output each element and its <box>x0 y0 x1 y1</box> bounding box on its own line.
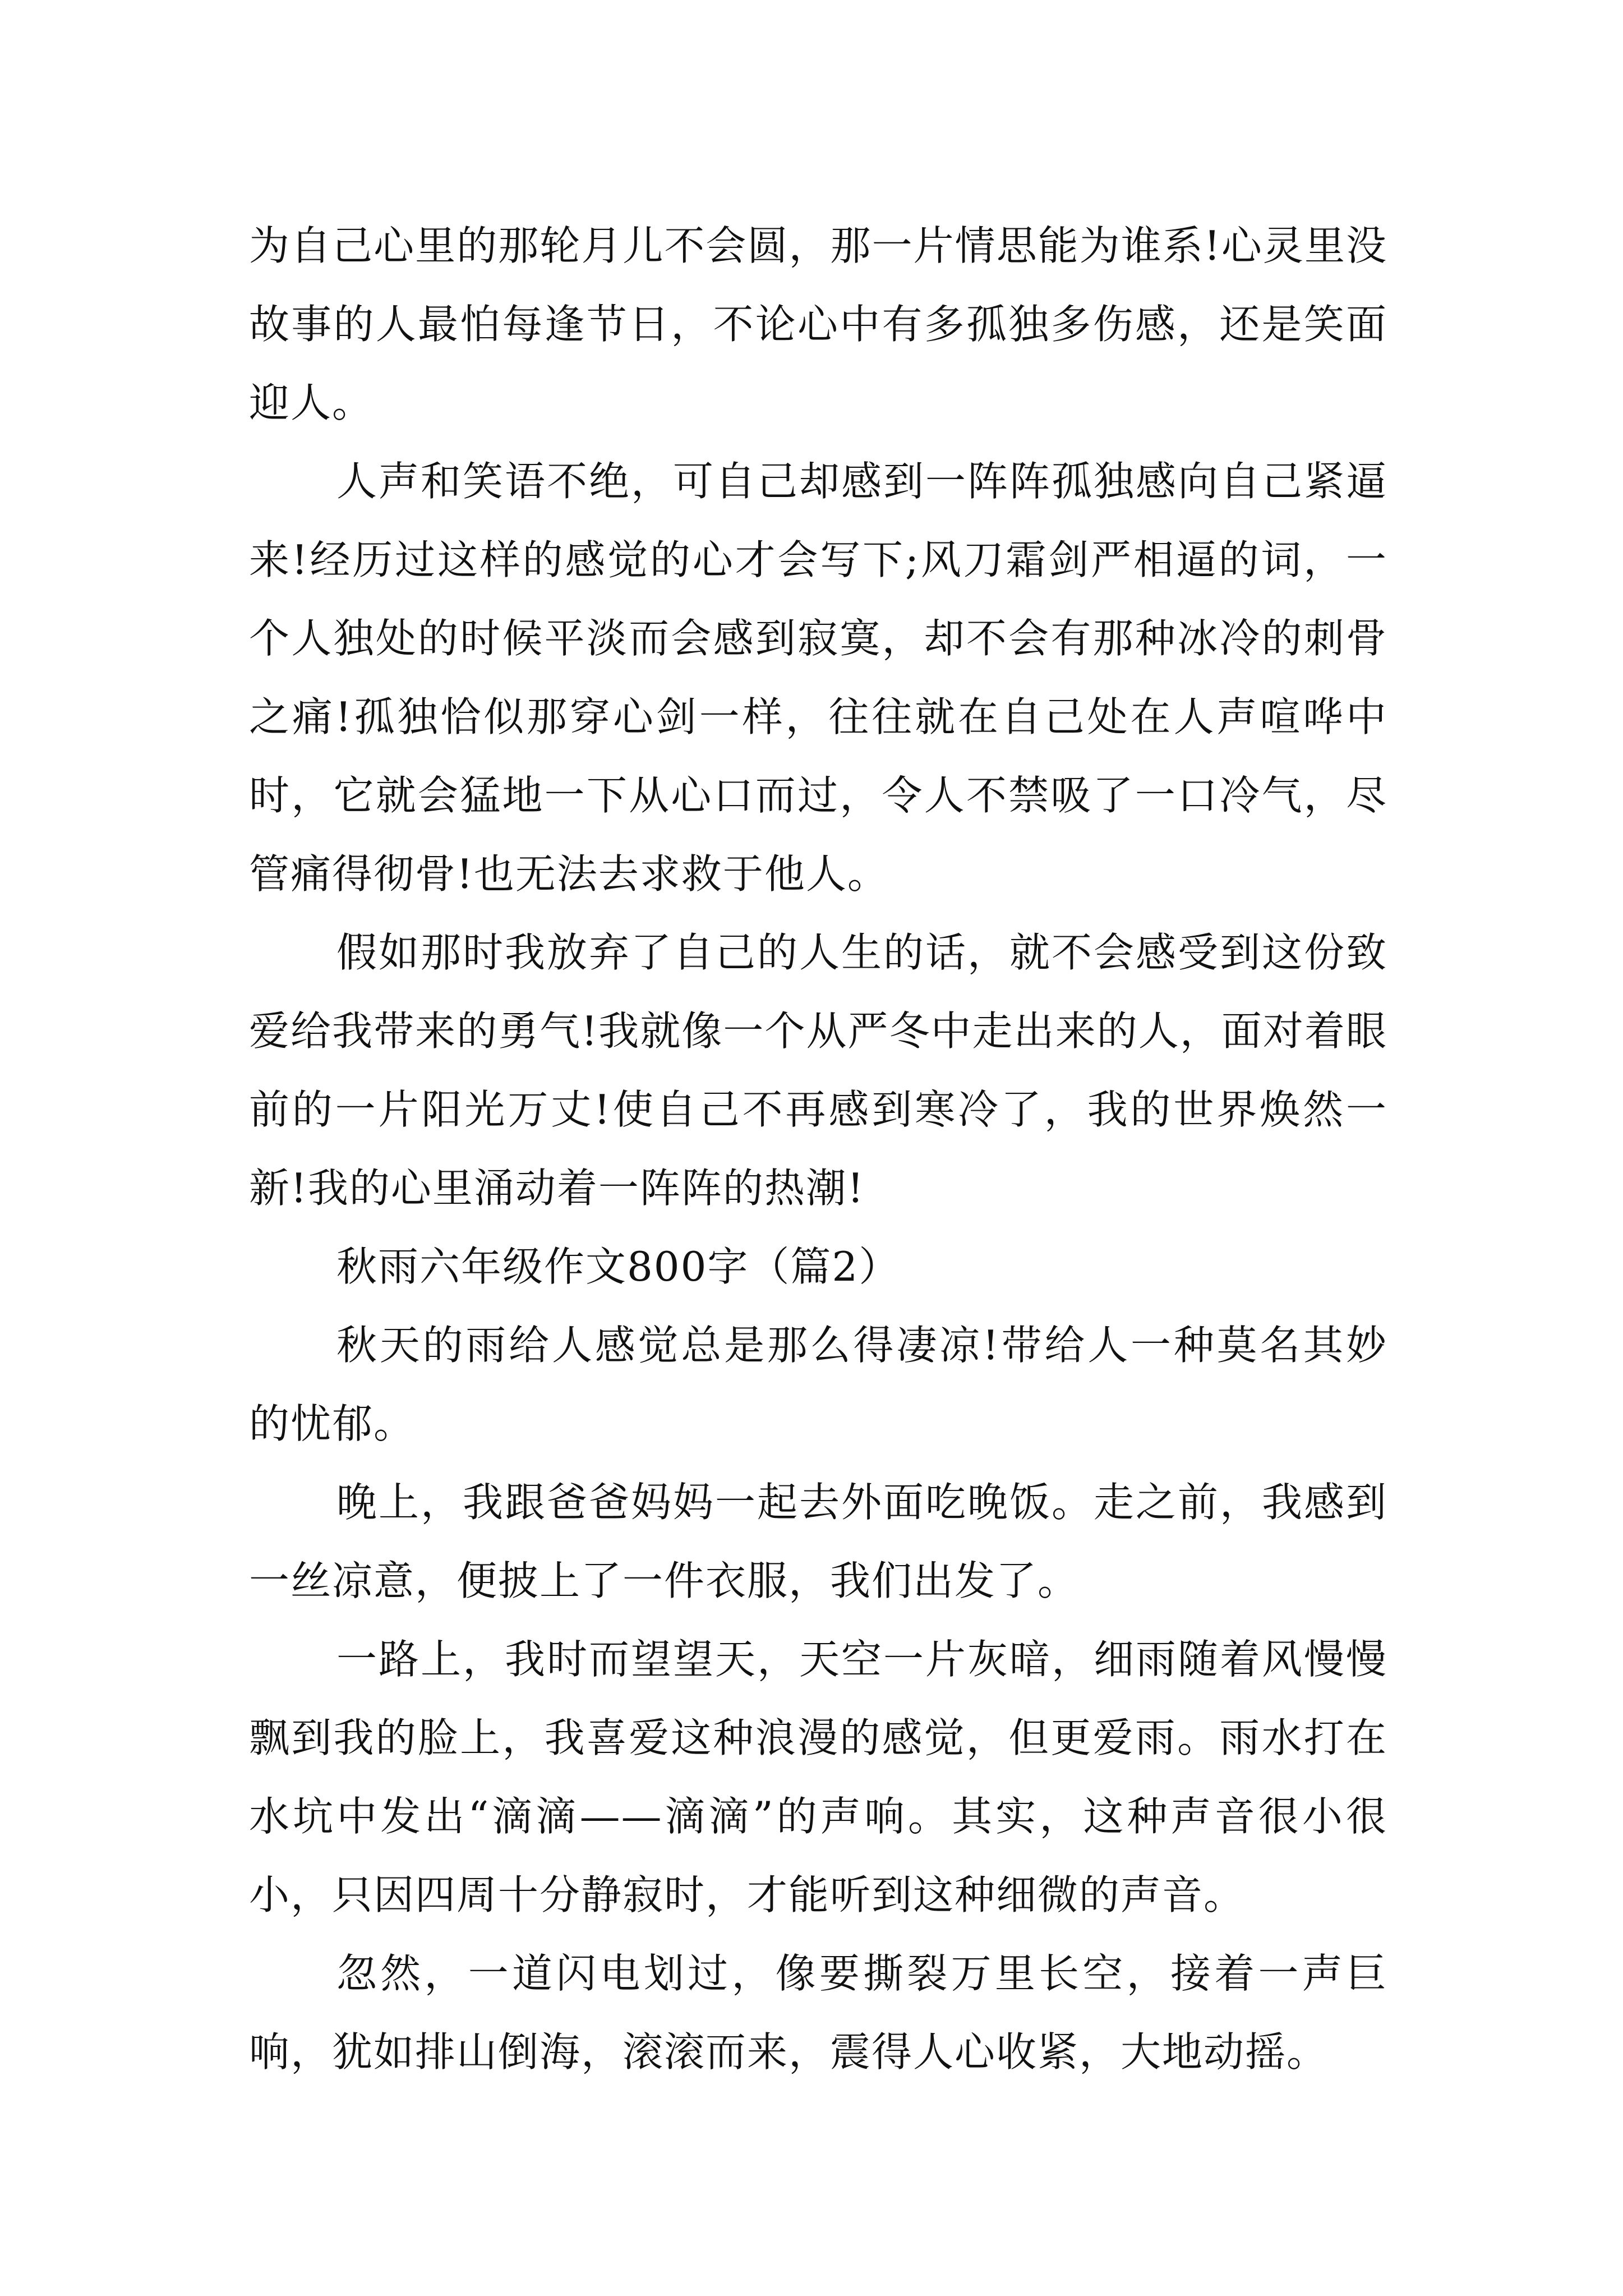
paragraph-5: 晚上，我跟爸爸妈妈一起去外面吃晚饭。走之前，我感到一丝凉意，便披上了一件衣服，我们出发了。 <box>249 1479 1387 1604</box>
paragraph-1: 为自己心里的那轮月儿不会圆，那一片情思能为谁系!心灵里没故事的人最怕每逢节日，不论心中有多孤独多伤感，还是笑面迎人。 <box>249 222 1387 426</box>
paragraph-7: 忽然，一道闪电划过，像要撕裂万里长空，接着一声巨响，犹如排山倒海，滚滚而来，震得人心收紧，大地动摇。 <box>249 1950 1387 2076</box>
paragraph-4: 秋天的雨给人感觉总是那么得凄凉!带给人一种莫名其妙的忧郁。 <box>249 1322 1387 1447</box>
paragraph-2: 人声和笑语不绝，可自己却感到一阵阵孤独感向自己紧逼来!经历过这样的感觉的心才会写下;风刀霜剑严相逼的词，一个人独处的时候平淡而会感到寂寞，却不会有那种冰冷的刺骨之痛!孤独恰似那穿心剑一样，往往就在自己处在人声喧哗中时，它就会猛地一下从心口而过，令人不禁吸了一口冷气，尽管痛得彻骨!也无法去求救于他人。 <box>249 458 1387 898</box>
section-heading: 秋雨六年级作文800字（篇2） <box>336 1243 901 1290</box>
paragraph-6: 一路上，我时而望望天，天空一片灰暗，细雨随着风慢慢飘到我的脸上，我喜爱这种浪漫的感觉，但更爱雨。雨水打在水坑中发出“滴滴——滴滴”的声响。其实，这种声音很小很小，只因四周十分静寂时，才能听到这种细微的声音。 <box>249 1636 1387 1918</box>
document-body <box>249 206 1387 2091</box>
paragraph-3: 假如那时我放弃了自己的人生的话，就不会感受到这份致爱给我带来的勇气!我就像一个从严冬中走出来的人，面对着眼前的一片阳光万丈!使自己不再感到寒冷了，我的世界焕然一新!我的心里涌动着一阵阵的热潮! <box>249 929 1387 1212</box>
